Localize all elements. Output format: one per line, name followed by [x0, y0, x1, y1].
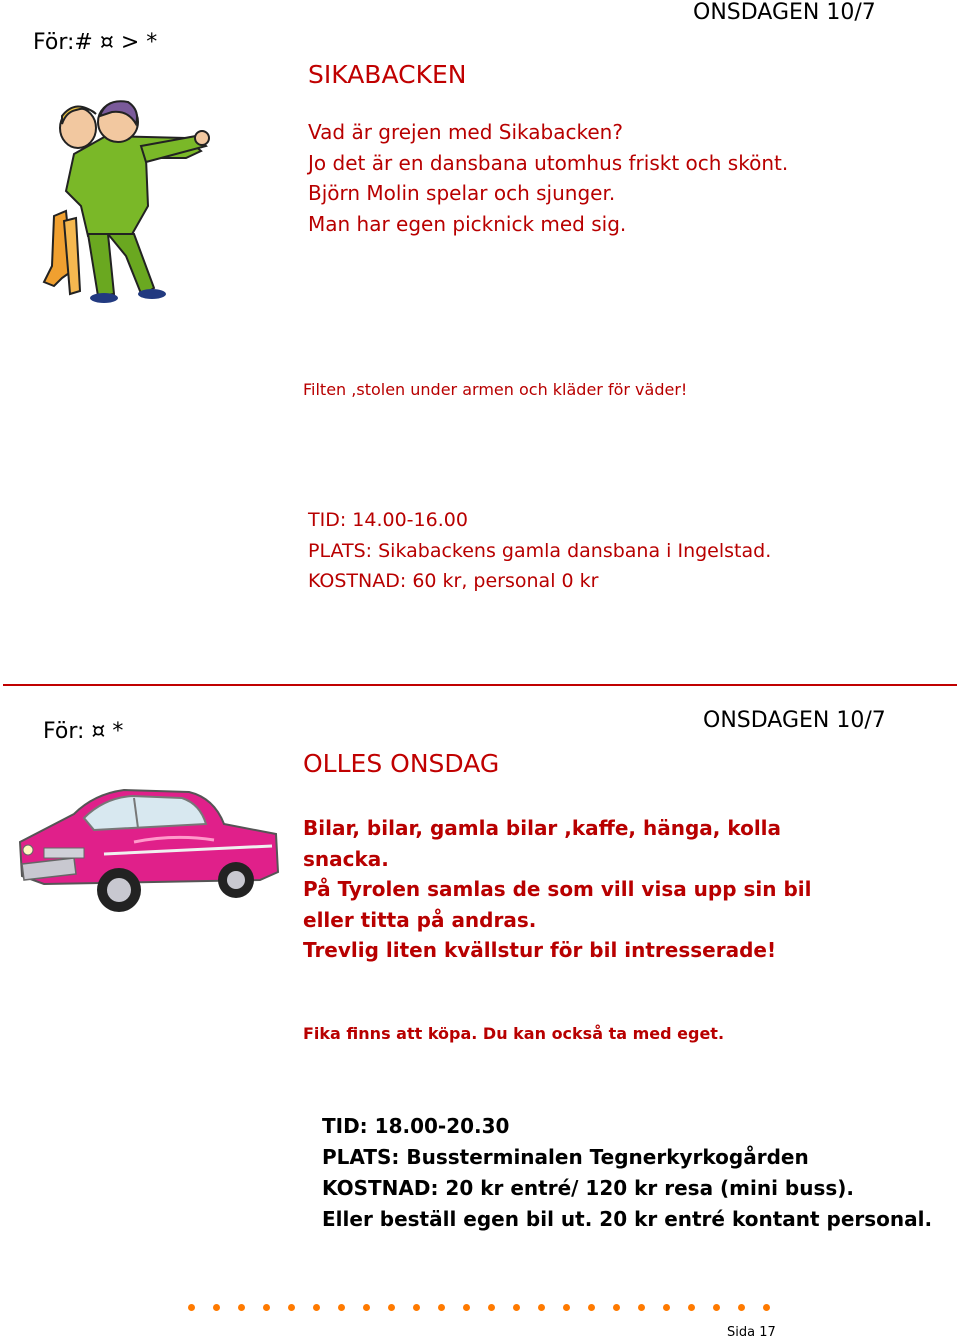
event-date: ONSDAGEN 10/7 [703, 708, 886, 733]
description-line: Björn Molin spelar och sjunger. [308, 181, 616, 205]
decorative-dot-row [188, 1296, 788, 1315]
event-info [322, 1111, 932, 1235]
description-line: Jo det är en dansbana utomhus friskt och skönt. [308, 150, 789, 175]
event-title: SIKABACKEN [308, 60, 467, 89]
description-line: eller titta på andras. [303, 907, 537, 932]
description-line: snacka. [303, 846, 389, 871]
event-date: ONSDAGEN 10/7 [693, 0, 876, 25]
section-divider [3, 684, 957, 686]
description-line: Man har egen picknick med sig. [308, 211, 627, 236]
info-time: TID: 14.00-16.00 [308, 509, 468, 531]
event-description [303, 813, 812, 966]
description-line: Bilar, bilar, gamla bilar ,kaffe, hänga, kolla [303, 816, 782, 840]
info-cost: KOSTNAD: 60 kr, personal 0 kr [308, 570, 599, 592]
event-note: Fika finns att köpa. Du kan också ta med eget. [303, 1024, 725, 1043]
audience-label: För:# ¤ > * [33, 30, 158, 55]
page-number: Sida 17 [727, 1325, 776, 1340]
info-place: PLATS: Bussterminalen Tegnerkyrkogården [322, 1145, 809, 1169]
pink-car-image [14, 784, 284, 926]
description-line: Vad är grejen med Sikabacken? [308, 120, 623, 144]
description-line: På Tyrolen samlas de som vill visa upp sin bil [303, 877, 812, 901]
description-line: Trevlig liten kvällstur för bil intresserade! [303, 938, 777, 962]
event-note: Filten ,stolen under armen och kläder för väder! [303, 380, 688, 399]
event-info [308, 505, 771, 597]
info-place: PLATS: Sikabackens gamla dansbana i Ingelstad. [308, 539, 772, 562]
info-extra: Eller beställ egen bil ut. 20 kr entré kontant personal. [322, 1207, 933, 1231]
event-title: OLLES ONSDAG [303, 749, 500, 778]
event-description [308, 117, 788, 239]
audience-label: För: ¤ * [43, 719, 124, 744]
info-cost: KOSTNAD: 20 kr entré/ 120 kr resa (mini buss). [322, 1176, 855, 1200]
dancing-couple-image [36, 96, 211, 306]
info-time: TID: 18.00-20.30 [322, 1114, 510, 1138]
